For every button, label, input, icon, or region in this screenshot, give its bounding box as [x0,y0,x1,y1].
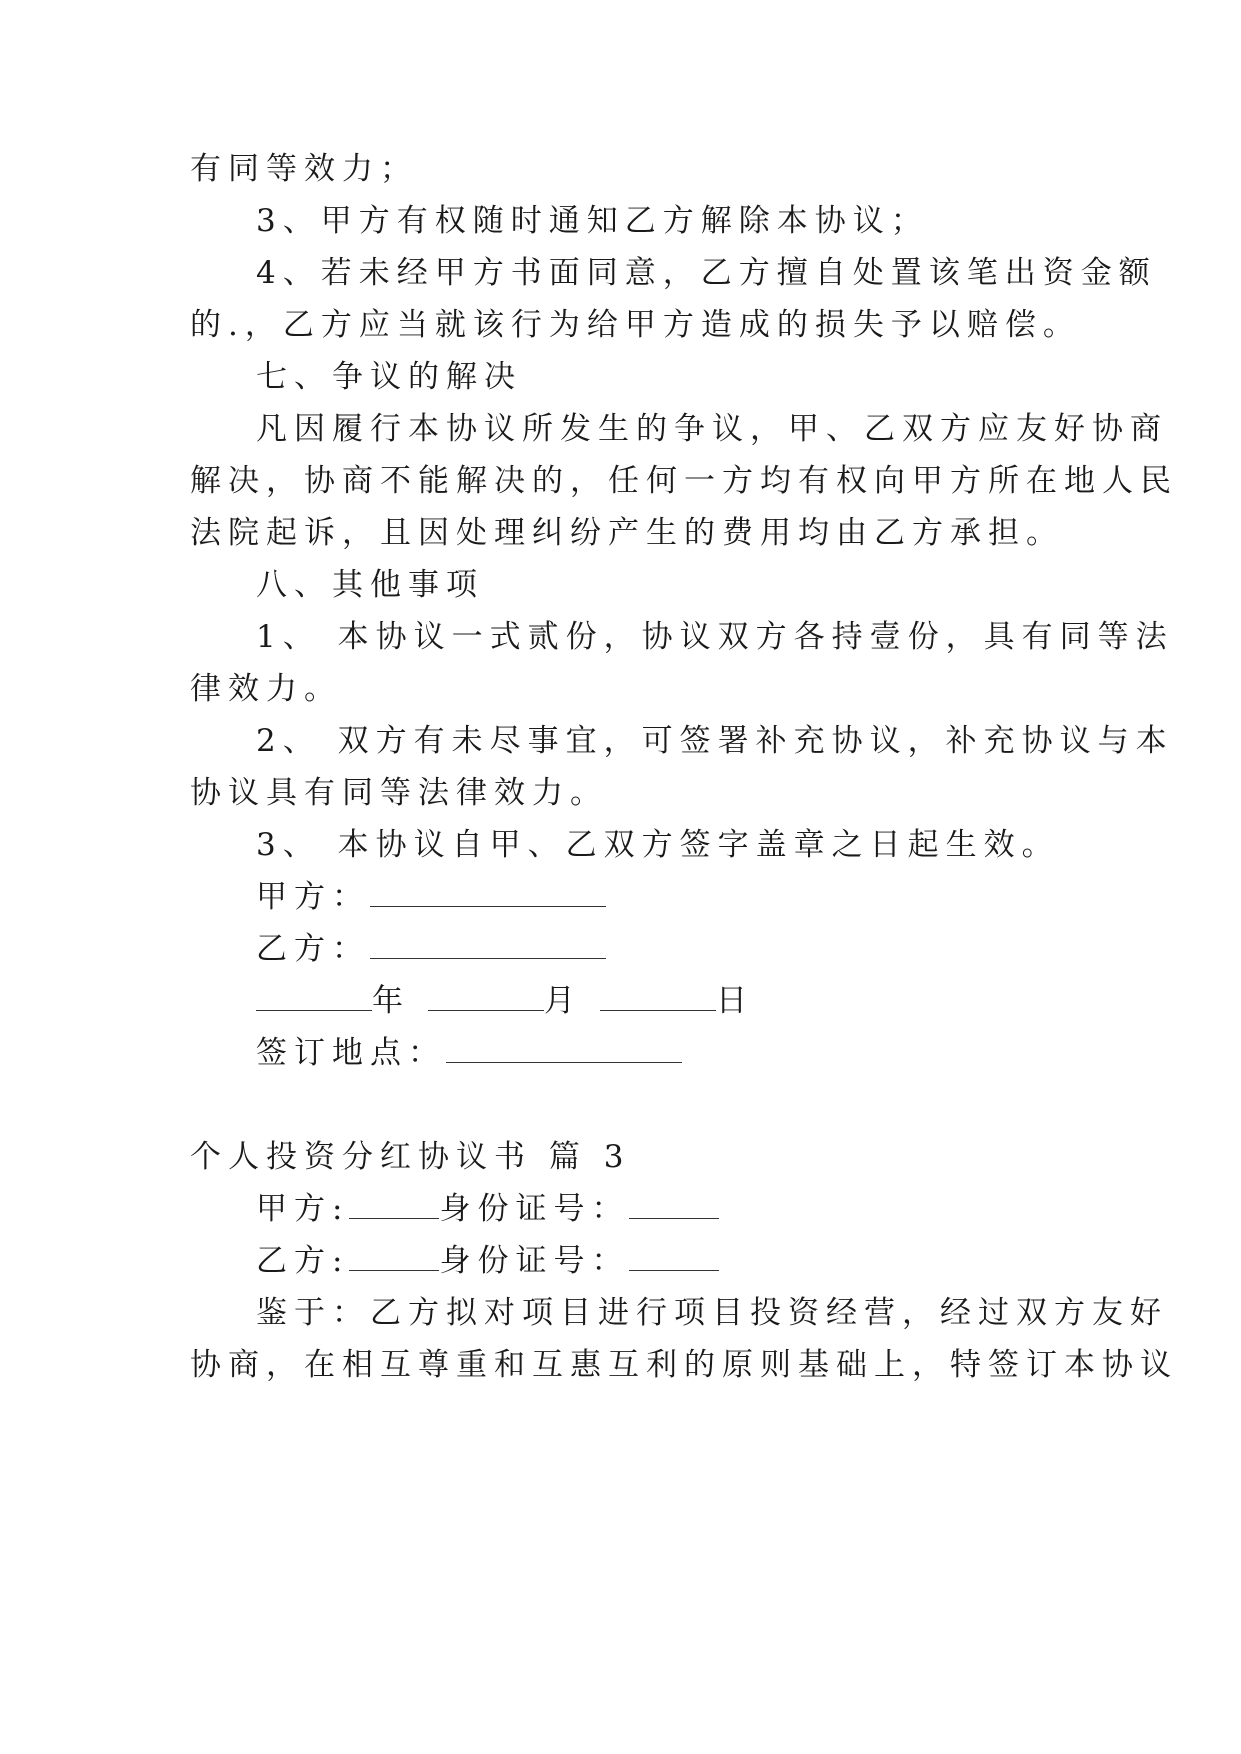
day-label: 日 [716,983,754,1019]
party-b-name-label: 乙方: [256,1243,350,1279]
party-a-signature-blank[interactable] [370,878,606,907]
party-b-signature-row [256,929,606,969]
party-a-id-blank[interactable] [629,1190,719,1219]
text-line: 协商，在相互尊重和互惠互利的原则基础上，特签订本协议 [190,1347,1178,1383]
text-line: 协议具有同等法律效力。 [190,775,608,811]
other-item-2: 2、 双方有未尽事宜，可签署补充协议，补充协议与本 [256,723,1174,759]
text-line: 的.，乙方应当就该行为给甲方造成的损失予以赔偿。 [190,307,1081,343]
signing-place-blank[interactable] [446,1034,682,1063]
year-label: 年 [372,983,410,1019]
party-b-label: 乙方： [256,931,370,967]
signing-place-row [256,1033,682,1073]
signing-place-label: 签订地点： [256,1035,446,1071]
day-blank[interactable] [600,982,716,1011]
section-3-party-b-row [256,1241,719,1281]
party-b-id-label: 身份证号： [439,1243,630,1279]
party-a-name-label: 甲方: [256,1191,350,1227]
party-b-signature-blank[interactable] [370,930,606,959]
party-a-signature-row [256,877,606,917]
text-line: 有同等效力； [190,151,418,187]
text-line: 法院起诉，且因处理纠纷产生的费用均由乙方承担。 [190,515,1064,551]
party-b-id-blank[interactable] [629,1242,719,1271]
party-a-label: 甲方： [256,879,370,915]
section-3-title: 个人投资分红协议书 篇 3 [190,1139,631,1175]
party-b-name-blank[interactable] [349,1242,439,1271]
year-blank[interactable] [256,982,372,1011]
dispute-paragraph: 凡因履行本协议所发生的争议，甲、乙双方应友好协商 [256,411,1168,447]
other-item-3: 3、 本协议自甲、乙双方签字盖章之日起生效。 [256,827,1060,863]
month-blank[interactable] [428,982,544,1011]
date-row [256,981,754,1021]
text-line: 解决，协商不能解决的，任何一方均有权向甲方所在地人民 [190,463,1178,499]
party-a-name-blank[interactable] [349,1190,439,1219]
section-7-heading: 七、争议的解决 [256,359,522,395]
clause-4-compensation: 4、若未经甲方书面同意，乙方擅自处置该笔出资金额 [256,255,1157,291]
whereas-paragraph: 鉴于：乙方拟对项目进行项目投资经营，经过双方友好 [256,1295,1168,1331]
section-3-party-a-row [256,1189,719,1229]
party-a-id-label: 身份证号： [439,1191,630,1227]
clause-3-revoke: 3、甲方有权随时通知乙方解除本协议； [256,203,929,239]
other-item-1: 1、 本协议一式贰份，协议双方各持壹份，具有同等法 [256,619,1174,655]
section-8-heading: 八、其他事项 [256,567,484,603]
text-line: 律效力。 [190,671,342,707]
month-label: 月 [544,983,582,1019]
